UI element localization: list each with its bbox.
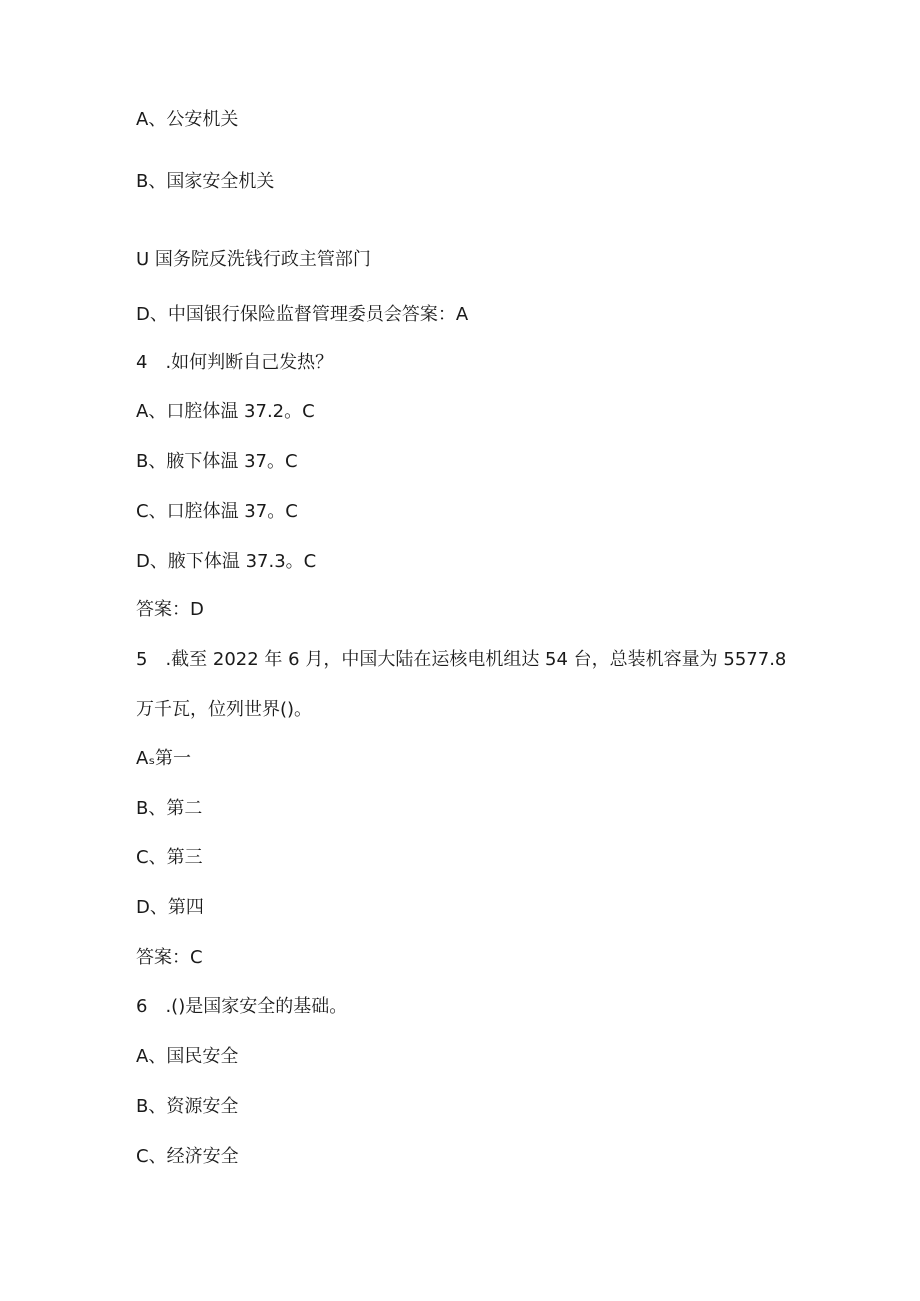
answer: 答案：D bbox=[136, 599, 204, 620]
question-5-continued: 万千瓦，位列世界()。 bbox=[136, 699, 313, 720]
option-a: A、国民安全 bbox=[136, 1046, 239, 1067]
option-a: A、口腔体温 37.2。C bbox=[136, 401, 315, 422]
option-c: C、经济安全 bbox=[136, 1146, 239, 1167]
option-a: Aₛ第一 bbox=[136, 748, 192, 769]
question-4: 4 .如何判断自己发热？ bbox=[136, 352, 334, 373]
option-a: A、公安机关 bbox=[136, 109, 239, 130]
option-b: B、资源安全 bbox=[136, 1096, 239, 1117]
option-d: D、第四 bbox=[136, 897, 204, 918]
question-6: 6 .()是国家安全的基础。 bbox=[136, 996, 348, 1017]
option-c: C、第三 bbox=[136, 847, 203, 868]
option-d: D、腋下体温 37.3。C bbox=[136, 551, 317, 572]
answer: 答案：C bbox=[136, 947, 203, 968]
option-c: C、口腔体温 37。C bbox=[136, 501, 298, 522]
question-5: 5 .截至 2022 年 6 月，中国大陆在运核电机组达 54 台，总装机容量为 5577.8 bbox=[136, 649, 787, 670]
option-d-with-answer: D、中国银行保险监督管理委员会答案：A bbox=[136, 304, 469, 325]
option-b: B、腋下体温 37。C bbox=[136, 451, 298, 472]
option-b: B、国家安全机关 bbox=[136, 171, 275, 192]
option-b: B、第二 bbox=[136, 798, 203, 819]
option-c: U 国务院反洗钱行政主管部门 bbox=[136, 249, 371, 270]
